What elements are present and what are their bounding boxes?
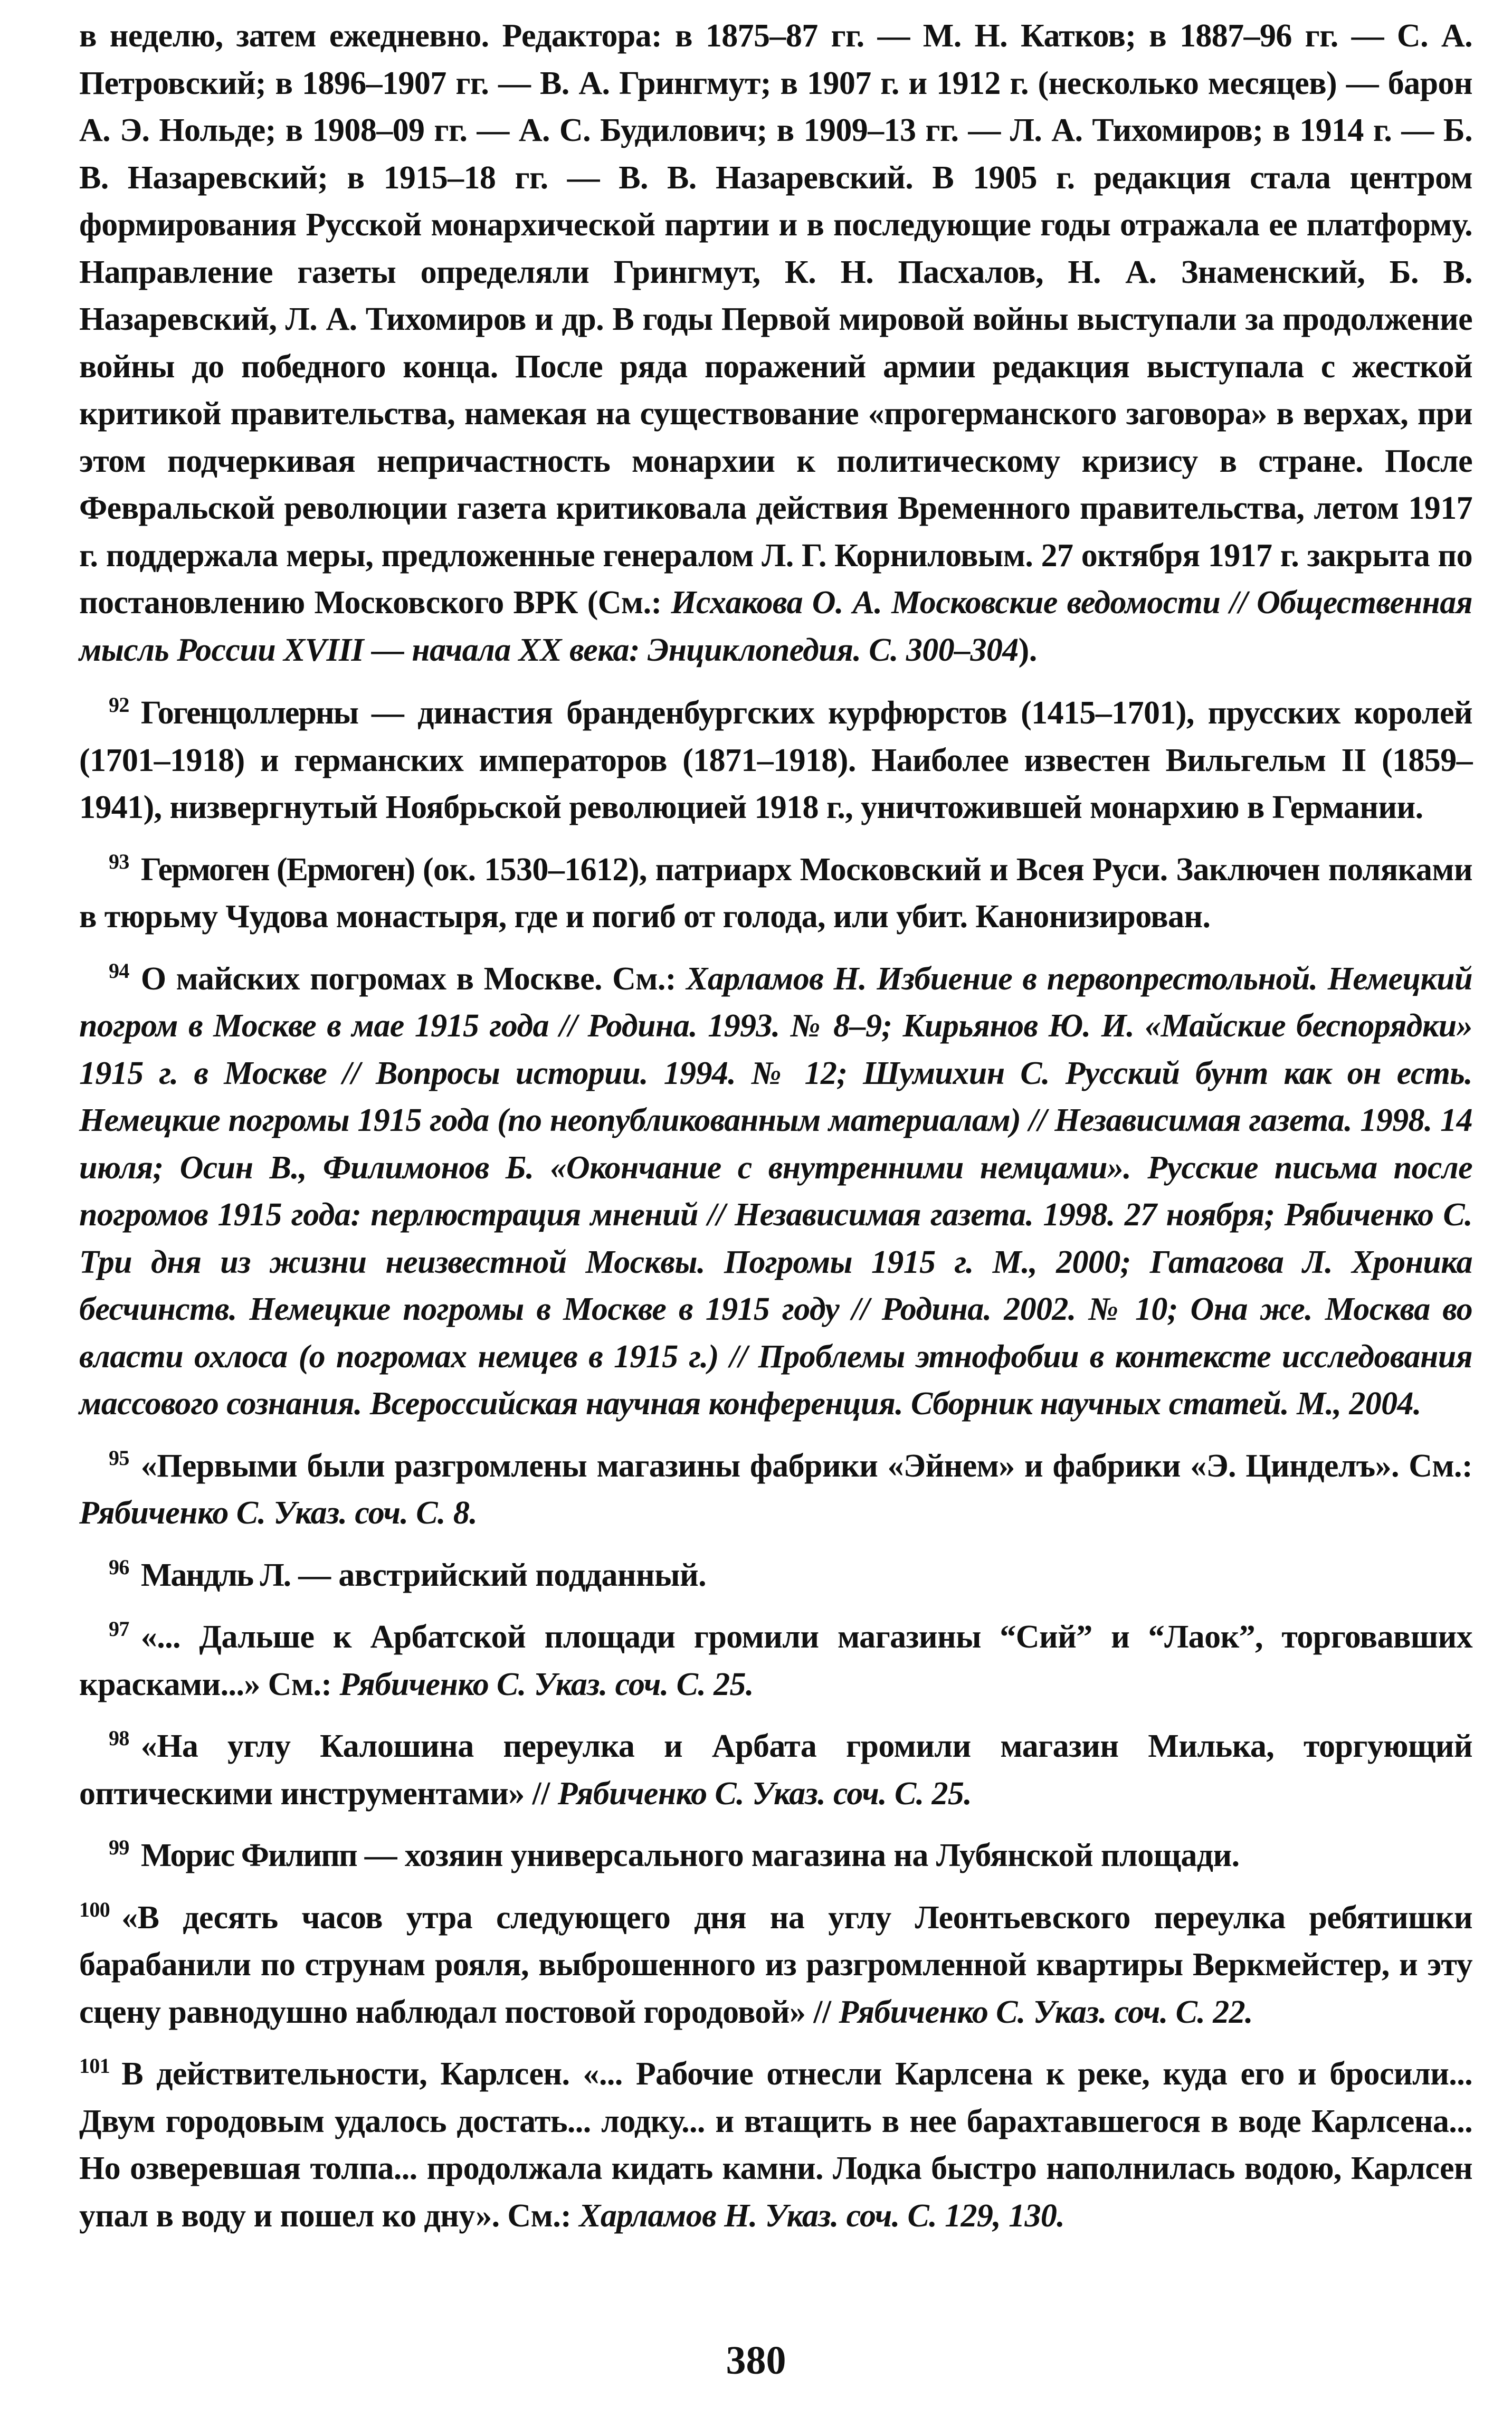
footnote-92: 92 Гогенцоллерны — династия бранденбургских курфюрстов (1415–1701), прусских королей (1701–1918) и германских императоров (1871–1918). Наиболее известен Вильгельм II (1859–1941), низвергнутый Ноябрьской революцией 1918 г., уничтожившей монархию в Германии.	[79, 693, 1472, 825]
footnote-citation: Харламов Н. Избиение в первопрестольной. Немецкий погром в Москве в мае 1915 года // Родина. 1993. № 8–9; Кирьянов Ю. И. «Майские беспорядки» 1915 г. в Москве // Вопросы истории. 1994. № 12; Шумихин С. Русский бунт как он есть. Немецкие погромы 1915 года (по неопубликованным материалам) // Независимая газета. 1998. 14 июля; Осин В., Филимонов Б. «Окончание с внутренними немцами». Русские письма после погромов 1915 года: перлюстрация мнений // Независимая газета. 1998. 27 ноября; Рябиченко С. Три дня из жизни неизвестной Москвы. Погромы 1915 г. М., 2000; Гатагова Л. Хроника бесчинств. Немецкие погромы в Москве в 1915 году // Родина. 2002. № 10; Она же. Москва во власти охлоса (о погромах немцев в 1915 г.) // Проблемы этнофобии в контексте исследования массового сознания. Всероссийская научная конференция. Сборник научных статей. М., 2004.	[79, 960, 1472, 1422]
footnote-lead: «На углу Калошина переулка и Арбата громили магазин Милька, торгующий оптическими инструментами» //	[79, 1728, 1472, 1812]
footnote-citation: Рябиченко С. Указ. соч. С. 22.	[839, 1994, 1253, 2030]
footnote-term: Морис Филипп	[140, 1838, 357, 1873]
intro-citation: Исхакова О. А. Московские ведомости // Общественная мысль России XVIII — начала XX века: Энциклопедия. С. 300–304	[79, 585, 1472, 668]
footnote-93: 93 Гермоген (Ермоген) (ок. 1530–1612), патриарх Московский и Всея Руси. Заключен поляками в тюрьму Чудова монастыря, где и погиб от голода, или убит. Канонизирован.	[79, 849, 1472, 935]
footnote-94: 94 О майских погромах в Москве. См.: Харламов Н. Избиение в первопрестольной. Немецкий погром в Москве в мае 1915 года // Родина. 1993. № 8–9; Кирьянов Ю. И. «Майские беспорядки» 1915 г. в Москве // Вопросы истории. 1994. № 12; Шумихин С. Русский бунт как он есть. Немецкие погромы 1915 года (по неопубликованным материалам) // Независимая газета. 1998. 14 июля; Осин В., Филимонов Б. «Окончание с внутренними немцами». Русские письма после погромов 1915 года: перлюстрация мнений // Независимая газета. 1998. 27 ноября; Рябиченко С. Три дня из жизни неизвестной Москвы. Погромы 1915 г. М., 2000; Гатагова Л. Хроника бесчинств. Немецкие погромы в Москве в 1915 году // Родина. 2002. № 10; Она же. Москва во власти охлоса (о погромах немцев в 1915 г.) // Проблемы этнофобии в контексте исследования массового сознания. Всероссийская научная конференция. Сборник научных статей. М., 2004.	[79, 958, 1472, 1422]
intro-tail: ).	[1018, 632, 1037, 668]
footnote-lead: «Первыми были разгромлены магазины фабрики «Эйнем» и фабрики «Э. Цинделъ». См.:	[140, 1448, 1472, 1484]
footnote-citation: Рябиченко С. Указ. соч. С. 25.	[339, 1666, 754, 1702]
footnote-citation: Рябиченко С. Указ. соч. С. 25.	[557, 1775, 972, 1812]
footnote-lead: О майских погромах в Москве. См.:	[140, 960, 687, 997]
intro-text: в неделю, затем ежедневно. Редактора: в 1875–87 гг. — М. Н. Катков; в 1887–96 гг. — С. А. Петровский; в 1896–1907 гг. — В. А. Грингмут; в 1907 г. и 1912 г. (несколько месяцев) — барон А. Э. Нольде; в 1908–09 гг. — А. С. Будилович; в 1909–13 гг. — Л. А. Тихомиров; в 1914 г. — Б. В. Назаревский; в 1915–18 гг. — В. В. Назаревский. В 1905 г. редакция стала центром формирования Русской монархической партии и в последующие годы отражала ее платформу. Направление газеты определяли Грингмут, К. Н. Пасхалов, Н. А. Знаменский, Б. В. Назаревский, Л. А. Тихомиров и др. В годы Первой мировой войны выступали за продолжение войны до победного конца. После ряда поражений армии редакция выступала с жесткой критикой правительства, намекая на существование «прогерманского заговора» в верхах, при этом подчеркивая непричастность монархии к политическому кризису в стране. После Февральской революции газета критиковала действия Временного правительства, летом 1917 г. поддержала меры, предложенные генералом Л. Г. Корниловым. 27 октября 1917 г. закрыта по постановлению Московского ВРК (См.:	[79, 18, 1472, 621]
footnote-95: 95 «Первыми были разгромлены магазины фабрики «Эйнем» и фабрики «Э. Цинделъ». См.: Рябиченко С. Указ. соч. С. 8.	[79, 1445, 1472, 1531]
footnote-101: 101 В действительности, Карлсен. «... Рабочие отнесли Карлсена к реке, куда его и бросили... Двум городовым удалось достать... лодку... и втащить в нее барахтавшегося в воде Карлсена... Но озверевшая толпа... продолжала кидать камни. Лодка быстро наполнилась водою, Карлсен упал в воду и пошел ко дну». См.: Харламов Н. Указ. соч. С. 129, 130.	[79, 2054, 1472, 2234]
footnote-96: 96 Мандль Л. — австрийский подданный.	[109, 1555, 707, 1593]
page-body	[79, 13, 1472, 2254]
footnote-text: — династия бранденбургских курфюрстов (1415–1701), прусских королей (1701–1918) и германских императоров (1871–1918). Наиболее известен Вильгельм II (1859–1941), низвергнутый Ноябрьской революцией 1918 г., уничтожившей монархию в Германии.	[79, 695, 1472, 825]
footnote-lead: В действительности, Карлсен. «... Рабочие отнесли Карлсена к реке, куда его и бросили... Двум городовым удалось достать... лодку... и втащить в нее барахтавшегося в воде Карлсена... Но озверевшая толпа... продолжала кидать камни. Лодка быстро наполнилась водою, Карлсен упал в воду и пошел ко дну». См.:	[79, 2056, 1472, 2234]
footnote-98: 98 «На углу Калошина переулка и Арбата громили магазин Милька, торгующий оптическими инструментами» // Рябиченко С. Указ. соч. С. 25.	[79, 1726, 1472, 1812]
page-number: 380	[726, 2338, 786, 2383]
footnote-99: 99 Морис Филипп — хозяин универсального магазина на Лубянской площади.	[109, 1835, 1240, 1873]
footnote-97: 97 «... Дальше к Арбатской площади громили магазины “Сий” и “Лаок”, торговавших красками...» См.: Рябиченко С. Указ. соч. С. 25.	[79, 1617, 1472, 1702]
footnote-lead: «... Дальше к Арбатской площади громили магазины “Сий” и “Лаок”, торговавших красками...» См.:	[79, 1619, 1472, 1702]
footnote-citation: Рябиченко С. Указ. соч. С. 8.	[79, 1495, 478, 1531]
footnote-100: 100 «В десять часов утра следующего дня на углу Леонтьевского переулка ребятишки барабанили по струнам рояля, выброшенного из разгромленной квартиры Веркмейстер, и эту сцену равнодушно наблюдал постовой городовой» // Рябиченко С. Указ. соч. С. 22.	[79, 1897, 1472, 2030]
footnote-term: Мандль Л.	[140, 1557, 291, 1593]
footnote-text: — австрийский подданный.	[290, 1557, 707, 1593]
footnote-text: (ок. 1530–1612), патриарх Московский и Всея Руси. Заключен поляками в тюрьму Чудова монастыря, где и погиб от голода, или убит. Канонизирован.	[79, 851, 1472, 935]
footnote-citation: Харламов Н. Указ. соч. С. 129, 130.	[579, 2197, 1065, 2234]
continued-note-text	[79, 13, 1472, 674]
footnote-term: Гогенцоллерны	[140, 695, 358, 731]
footnote-text: — хозяин универсального магазина на Лубянской площади.	[356, 1838, 1240, 1873]
footnote-lead: «В десять часов утра следующего дня на углу Леонтьевского переулка ребятишки барабанили по струнам рояля, выброшенного из разгромленной квартиры Веркмейстер, и эту сцену равнодушно наблюдал постовой городовой» //	[79, 1899, 1472, 2030]
footnote-term: Гермоген (Ермоген)	[140, 851, 415, 888]
